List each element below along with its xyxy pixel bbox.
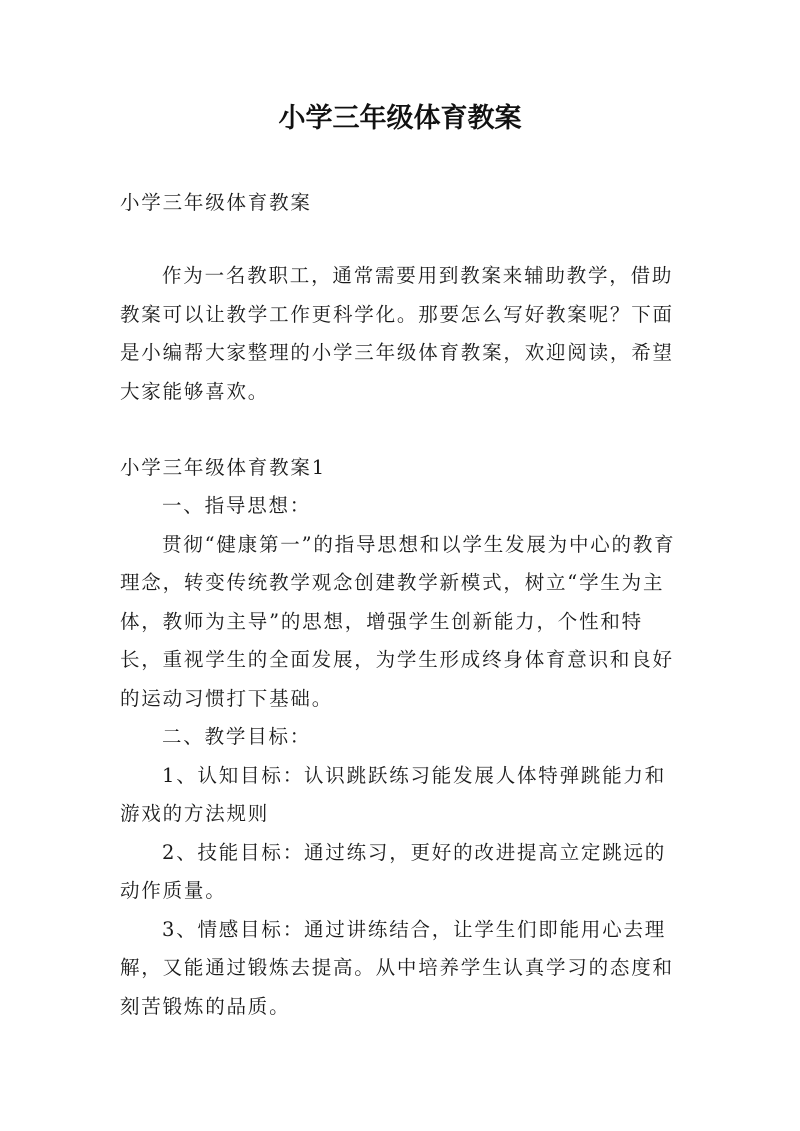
heading-teaching-objectives: 二、教学目标： <box>162 725 312 748</box>
section-title: 小学三年级体育教案1 <box>120 456 326 479</box>
objective-emotional: 3、情感目标：通过讲练结合，让学生们即能用心去理解，又能通过锻炼去提高。从中培养学生认真学习的态度和刻苦锻炼的品质。 <box>120 917 674 1018</box>
page-title: 小学三年级体育教案 <box>278 103 522 134</box>
intro-paragraph: 作为一名教职工，通常需要用到教案来辅助教学，借助教案可以让教学工作更科学化。那要怎么写好教案呢？下面是小编帮大家整理的小学三年级体育教案，欢迎阅读，希望大家能够喜欢。 <box>120 264 674 403</box>
paragraph-guiding-ideology: 贯彻“健康第一”的指导思想和以学生发展为中心的教育理念，转变传统教学观念创建教学新模式，树立“学生为主体，教师为主导”的思想，增强学生创新能力，个性和特长，重视学生的全面发展，为学生形成终身体育意识和良好的运动习惯打下基础。 <box>120 532 676 710</box>
objective-skill: 2、技能目标：通过练习，更好的改进提高立定跳远的动作质量。 <box>120 840 667 902</box>
document-subtitle: 小学三年级体育教案 <box>120 191 312 214</box>
heading-guiding-ideology: 一、指导思想： <box>162 494 312 517</box>
section-body <box>120 487 682 1026</box>
objective-cognitive: 1、认知目标：认识跳跃练习能发展人体特弹跳能力和游戏的方法规则 <box>120 763 667 825</box>
